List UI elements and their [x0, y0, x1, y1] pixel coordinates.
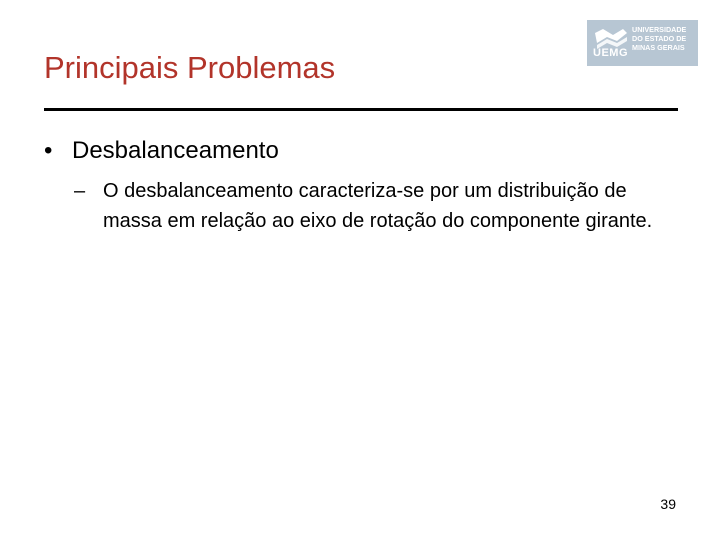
bullet-marker: •	[44, 137, 53, 164]
title-divider	[44, 108, 678, 111]
slide-title: Principais Problemas	[44, 50, 336, 85]
bullet-text: Desbalanceamento	[72, 137, 279, 164]
logo-line: UNIVERSIDADE	[632, 25, 687, 34]
logo-text	[632, 25, 696, 52]
logo-line: DO ESTADO DE	[632, 34, 687, 43]
sub-bullet-text: O desbalanceamento caracteriza-se por um distribuição de massa em relação ao eixo de rotação do componente girante.	[103, 180, 653, 232]
sub-bullet-marker: –	[74, 180, 86, 202]
university-logo	[587, 20, 698, 66]
logo-abbreviation: UEMG	[593, 47, 628, 59]
page-number: 39	[660, 496, 676, 512]
logo-line: MINAS GERAIS	[632, 43, 685, 52]
